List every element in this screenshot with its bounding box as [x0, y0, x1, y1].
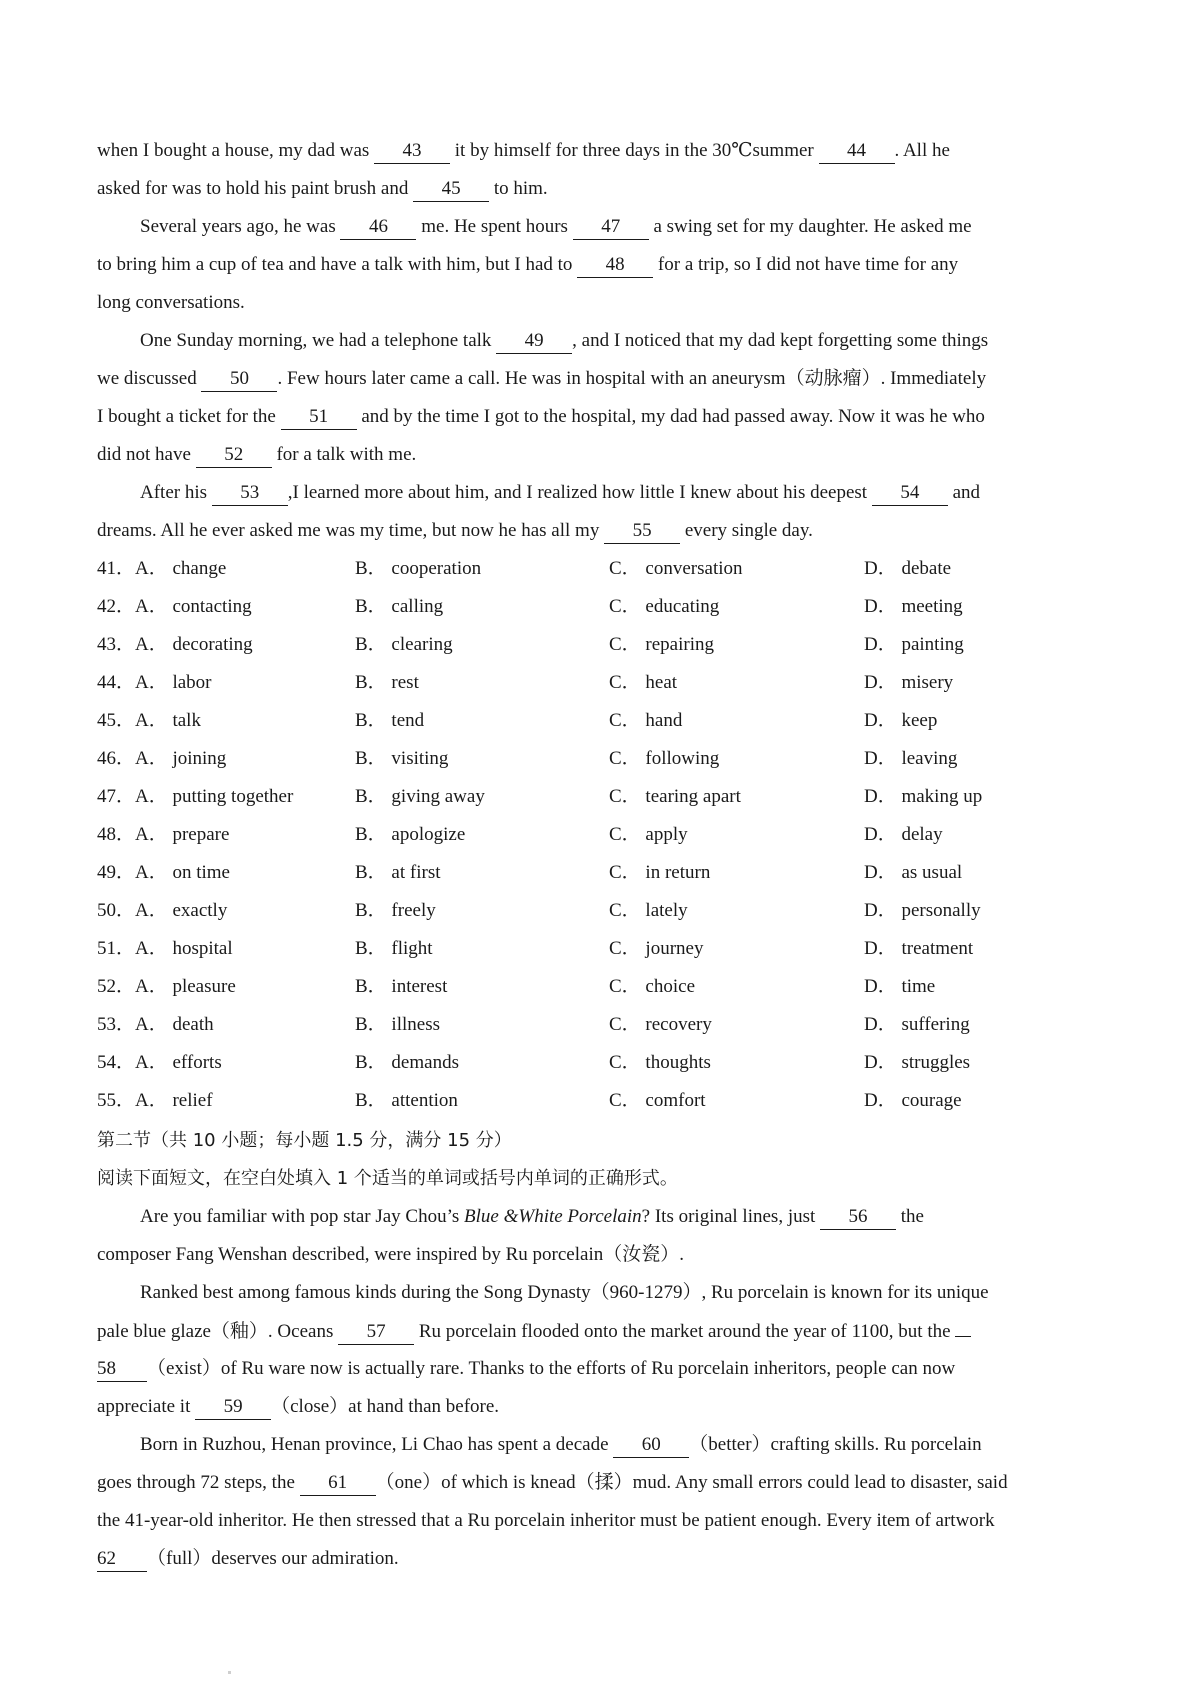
blank-46: 46 [340, 215, 416, 240]
option-d: D． courage [864, 1090, 962, 1111]
option-row [97, 968, 1109, 1006]
option-a: 50．A． exactly [97, 900, 228, 921]
section-heading: 第二节（共 10 小题；每小题 1.5 分，满分 15 分） [97, 1130, 512, 1151]
option-a: 45．A． talk [97, 710, 201, 731]
option-row [97, 778, 1109, 816]
option-b: B． giving away [355, 786, 485, 807]
blank-55: 55 [604, 519, 680, 544]
song-title: Blue &White Porcelain [464, 1206, 642, 1227]
option-a: 44．A． labor [97, 672, 212, 693]
option-d: D． leaving [864, 748, 958, 769]
option-b: B． freely [355, 900, 436, 921]
passage-line: Several years ago, he was 46 me. He spent hours 47 a swing set for my daughter. He asked me [97, 208, 1109, 246]
option-b: B． cooperation [355, 558, 482, 579]
option-row [97, 816, 1109, 854]
option-c: C． hand [609, 710, 683, 731]
section-instruction: 阅读下面短文，在空白处填入 1 个适当的单词或括号内单词的正确形式。 [97, 1168, 678, 1189]
option-c: C． journey [609, 938, 704, 959]
blank-49: 49 [496, 329, 572, 354]
option-row [97, 930, 1109, 968]
option-b: B． illness [355, 1014, 440, 1035]
passage-line: Are you familiar with pop star Jay Chou’s Blue &White Porcelain? Its original lines, just 56 the [97, 1198, 1109, 1236]
passage-line: did not have 52 for a talk with me. [97, 436, 1109, 474]
passage-line: pale blue glaze（釉）. Oceans 57 Ru porcelain flooded onto the market around the year of 1100, but the [97, 1312, 1109, 1350]
option-d: D． misery [864, 672, 954, 693]
option-d: D． painting [864, 634, 964, 655]
blank-62: 62 [97, 1547, 147, 1572]
blank-43: 43 [374, 139, 450, 164]
option-row [97, 892, 1109, 930]
option-a: 49．A． on time [97, 862, 230, 883]
option-a: 46．A． joining [97, 748, 227, 769]
blank-58-start [955, 1312, 971, 1337]
option-c: C． conversation [609, 558, 743, 579]
passage-line: long conversations. [97, 292, 245, 313]
blank-60: 60 [613, 1433, 689, 1458]
blank-52: 52 [196, 443, 272, 468]
option-d: D． struggles [864, 1052, 971, 1073]
option-a: 53．A． death [97, 1014, 214, 1035]
passage-line: the 41-year-old inheritor. He then stressed that a Ru porcelain inheritor must be patient enough. Every item of artwork [97, 1510, 995, 1531]
passage-line: One Sunday morning, we had a telephone talk 49 , and I noticed that my dad kept forgetting some things [97, 322, 1109, 360]
option-c: C． tearing apart [609, 786, 741, 807]
option-b: B． at first [355, 862, 441, 883]
option-a: 55．A． relief [97, 1090, 213, 1111]
option-a: 42．A． contacting [97, 596, 252, 617]
option-row [97, 550, 1109, 588]
option-row [97, 626, 1109, 664]
option-b: B． attention [355, 1090, 458, 1111]
passage-line: goes through 72 steps, the 61 （one）of which is knead（揉）mud. Any small errors could lead to disaster, said [97, 1464, 1109, 1502]
option-b: B． interest [355, 976, 448, 997]
option-a: 48．A． prepare [97, 824, 230, 845]
passage-line: dreams. All he ever asked me was my time, but now he has all my 55 every single day. [97, 512, 1109, 550]
passage-line: when I bought a house, my dad was 43 it by himself for three days in the 30℃summer 44 . All he [97, 132, 1109, 170]
option-a: 51．A． hospital [97, 938, 233, 959]
option-row [97, 1082, 1109, 1120]
passage-line: composer Fang Wenshan described, were inspired by Ru porcelain（汝瓷）. [97, 1244, 684, 1265]
option-c: C． choice [609, 976, 696, 997]
option-a: 47．A． putting together [97, 786, 294, 807]
answer-options [97, 550, 1109, 1120]
option-d: D． treatment [864, 938, 974, 959]
passage-line: 58 （exist）of Ru ware now is actually rare. Thanks to the efforts of Ru porcelain inheritors, people can now [97, 1350, 1109, 1388]
option-a: 43．A． decorating [97, 634, 253, 655]
passage-line: appreciate it 59 （close）at hand than before. [97, 1388, 1109, 1426]
option-b: B． flight [355, 938, 433, 959]
option-c: C． in return [609, 862, 711, 883]
option-d: D． making up [864, 786, 983, 807]
option-d: D． meeting [864, 596, 963, 617]
section-two [97, 1122, 1109, 1578]
option-c: C． educating [609, 596, 720, 617]
passage-line: asked for was to hold his paint brush and 45 to him. [97, 170, 1109, 208]
blank-54: 54 [872, 481, 948, 506]
option-c: C． following [609, 748, 720, 769]
option-c: C． heat [609, 672, 678, 693]
option-b: B． tend [355, 710, 425, 731]
passage-line: After his 53 ,I learned more about him, and I realized how little I knew about his deepest 54 and [97, 474, 1109, 512]
blank-50: 50 [201, 367, 277, 392]
option-row [97, 1006, 1109, 1044]
option-d: D． as usual [864, 862, 963, 883]
option-row [97, 854, 1109, 892]
option-b: B． demands [355, 1052, 459, 1073]
option-b: B． calling [355, 596, 444, 617]
passage-line: we discussed 50 . Few hours later came a call. He was in hospital with an aneurysm（动脉瘤）. Immediately [97, 360, 1109, 398]
passage-line: to bring him a cup of tea and have a talk with him, but I had to 48 for a trip, so I did not have time for any [97, 246, 1109, 284]
option-c: C． thoughts [609, 1052, 711, 1073]
option-row [97, 664, 1109, 702]
option-c: C． apply [609, 824, 688, 845]
blank-53: 53 [212, 481, 288, 506]
option-d: D． personally [864, 900, 981, 921]
option-row [97, 702, 1109, 740]
blank-57: 57 [338, 1320, 414, 1345]
passage-line: I bought a ticket for the 51 and by the time I got to the hospital, my dad had passed away. Now it was he who [97, 398, 1109, 436]
option-row [97, 1044, 1109, 1082]
blank-51: 51 [281, 405, 357, 430]
option-a: 52．A． pleasure [97, 976, 236, 997]
blank-58: 58 [97, 1357, 147, 1382]
option-row [97, 588, 1109, 626]
blank-61: 61 [300, 1471, 376, 1496]
option-c: C． lately [609, 900, 688, 921]
blank-56: 56 [820, 1205, 896, 1230]
page-mark [228, 1671, 231, 1674]
option-d: D． delay [864, 824, 943, 845]
option-d: D． time [864, 976, 936, 997]
option-d: D． keep [864, 710, 938, 731]
option-b: B． rest [355, 672, 419, 693]
option-a: 41．A． change [97, 558, 227, 579]
blank-59: 59 [195, 1395, 271, 1420]
passage-line: Ranked best among famous kinds during the Song Dynasty（960-1279）, Ru porcelain is known for its unique [140, 1282, 989, 1303]
passage-line: Born in Ruzhou, Henan province, Li Chao has spent a decade 60 （better）crafting skills. Ru porcelain [97, 1426, 1109, 1464]
option-row [97, 740, 1109, 778]
passage-line: 62 （full）deserves our admiration. [97, 1540, 1109, 1578]
option-c: C． repairing [609, 634, 715, 655]
option-c: C． comfort [609, 1090, 706, 1111]
option-d: D． debate [864, 558, 952, 579]
blank-44: 44 [819, 139, 895, 164]
option-a: 54．A． efforts [97, 1052, 222, 1073]
option-d: D． suffering [864, 1014, 970, 1035]
option-b: B． visiting [355, 748, 449, 769]
option-b: B． apologize [355, 824, 466, 845]
blank-48: 48 [577, 253, 653, 278]
blank-45: 45 [413, 177, 489, 202]
cloze-passage [97, 132, 1109, 550]
option-c: C． recovery [609, 1014, 712, 1035]
blank-47: 47 [573, 215, 649, 240]
option-b: B． clearing [355, 634, 453, 655]
